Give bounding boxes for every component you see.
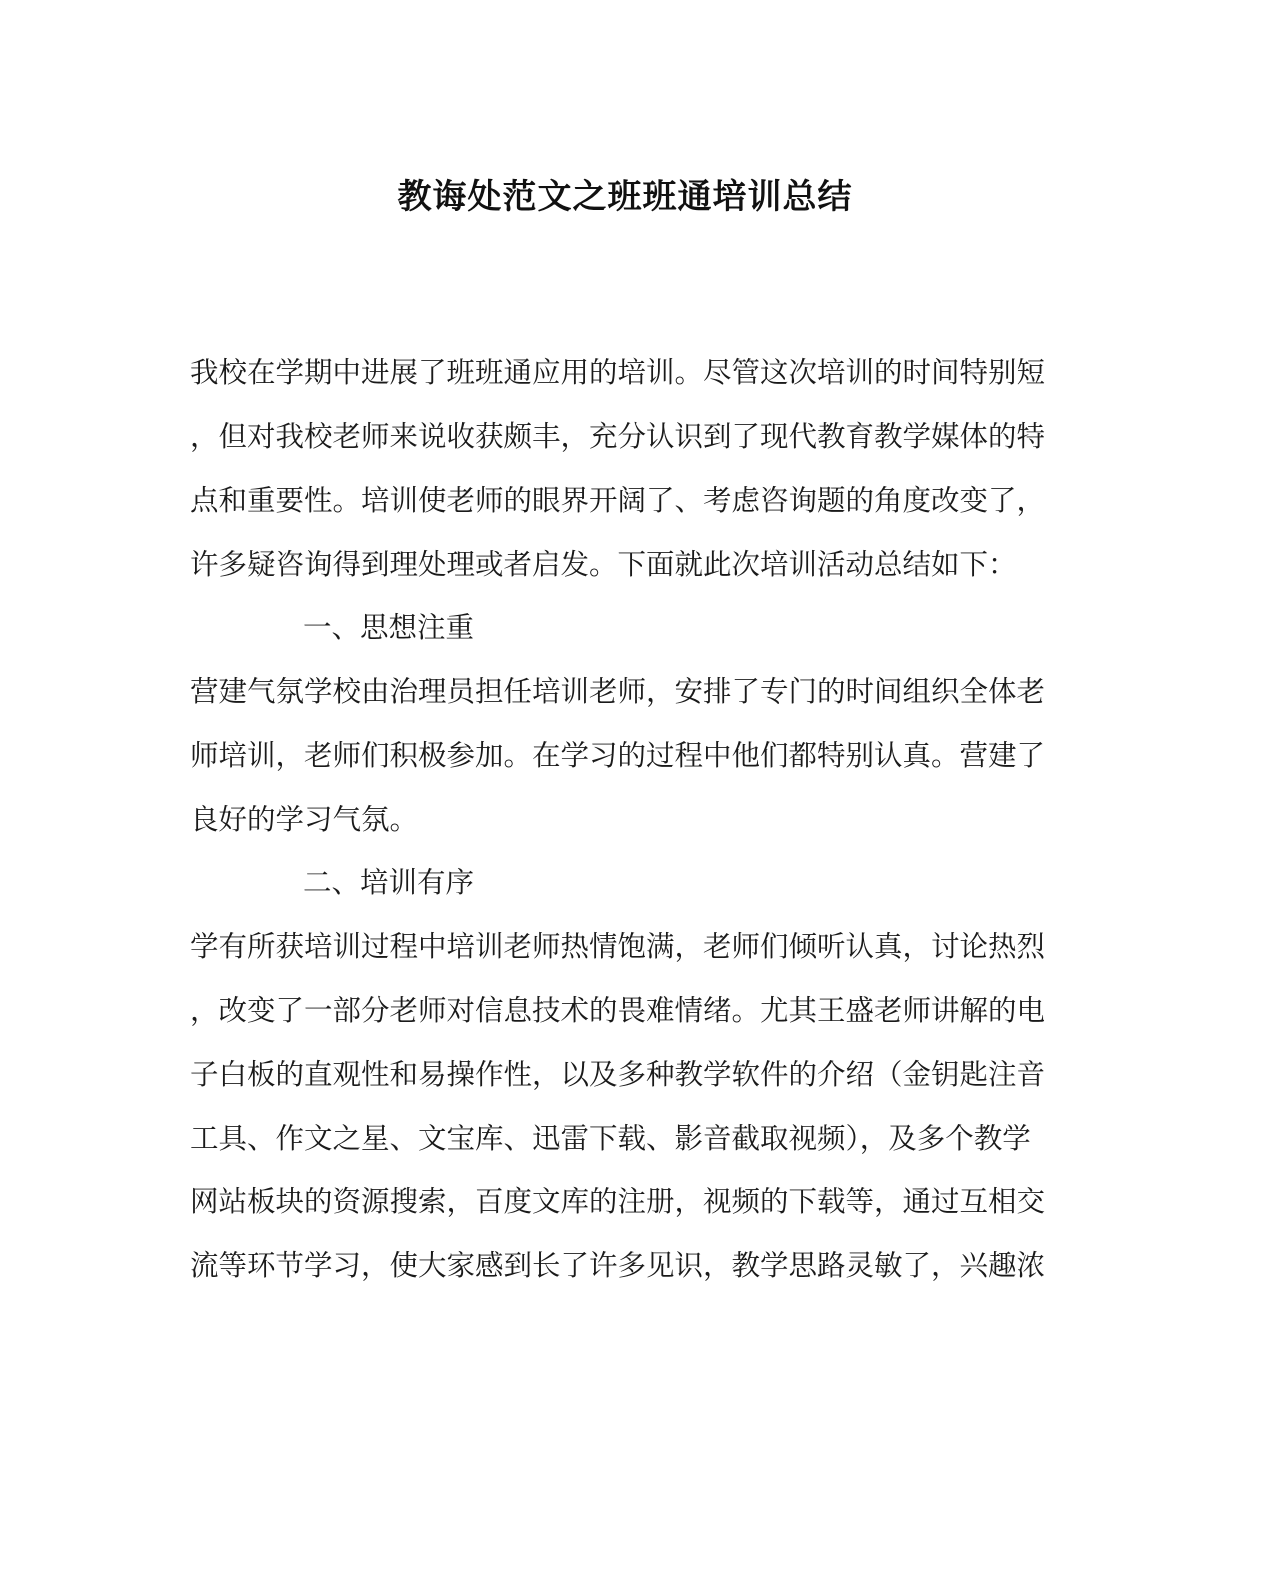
paragraph-line: 子白板的直观性和易操作性，以及多种教学软件的介绍（金钥匙注音 bbox=[190, 1058, 1046, 1091]
paragraph-line: 点和重要性。培训使老师的眼界开阔了、考虑咨询题的角度改变了， bbox=[190, 484, 1046, 517]
paragraph-line: 网站板块的资源搜索，百度文库的注册，视频的下载等，通过互相交 bbox=[190, 1185, 1046, 1218]
section-heading: 一、思想注重 bbox=[303, 611, 475, 644]
paragraph-line: 营建气氛学校由治理员担任培训老师，安排了专门的时间组织全体老 bbox=[190, 675, 1046, 708]
document-title: 教诲处范文之班班通培训总结 bbox=[397, 177, 853, 217]
paragraph-line: ，但对我校老师来说收获颇丰，充分认识到了现代教育教学媒体的特 bbox=[190, 420, 1046, 453]
paragraph-line: 工具、作文之星、文宝库、迅雷下载、影音截取视频），及多个教学 bbox=[190, 1122, 1031, 1155]
paragraph-line: 许多疑咨询得到理处理或者启发。下面就此次培训活动总结如下： bbox=[190, 548, 1017, 581]
paragraph-line: ，改变了一部分老师对信息技术的畏难情绪。尤其王盛老师讲解的电 bbox=[190, 994, 1046, 1027]
paragraph-line: 师培训，老师们积极参加。在学习的过程中他们都特别认真。营建了 bbox=[190, 739, 1046, 772]
paragraph-line: 学有所获培训过程中培训老师热情饱满，老师们倾听认真，讨论热烈 bbox=[190, 930, 1046, 963]
section-heading: 二、培训有序 bbox=[303, 866, 475, 899]
paragraph-line: 流等环节学习，使大家感到长了许多见识，教学思路灵敏了，兴趣浓 bbox=[190, 1249, 1046, 1282]
paragraph-line: 我校在学期中进展了班班通应用的培训。尽管这次培训的时间特别短 bbox=[190, 356, 1046, 389]
paragraph-line: 良好的学习气氛。 bbox=[190, 803, 419, 836]
